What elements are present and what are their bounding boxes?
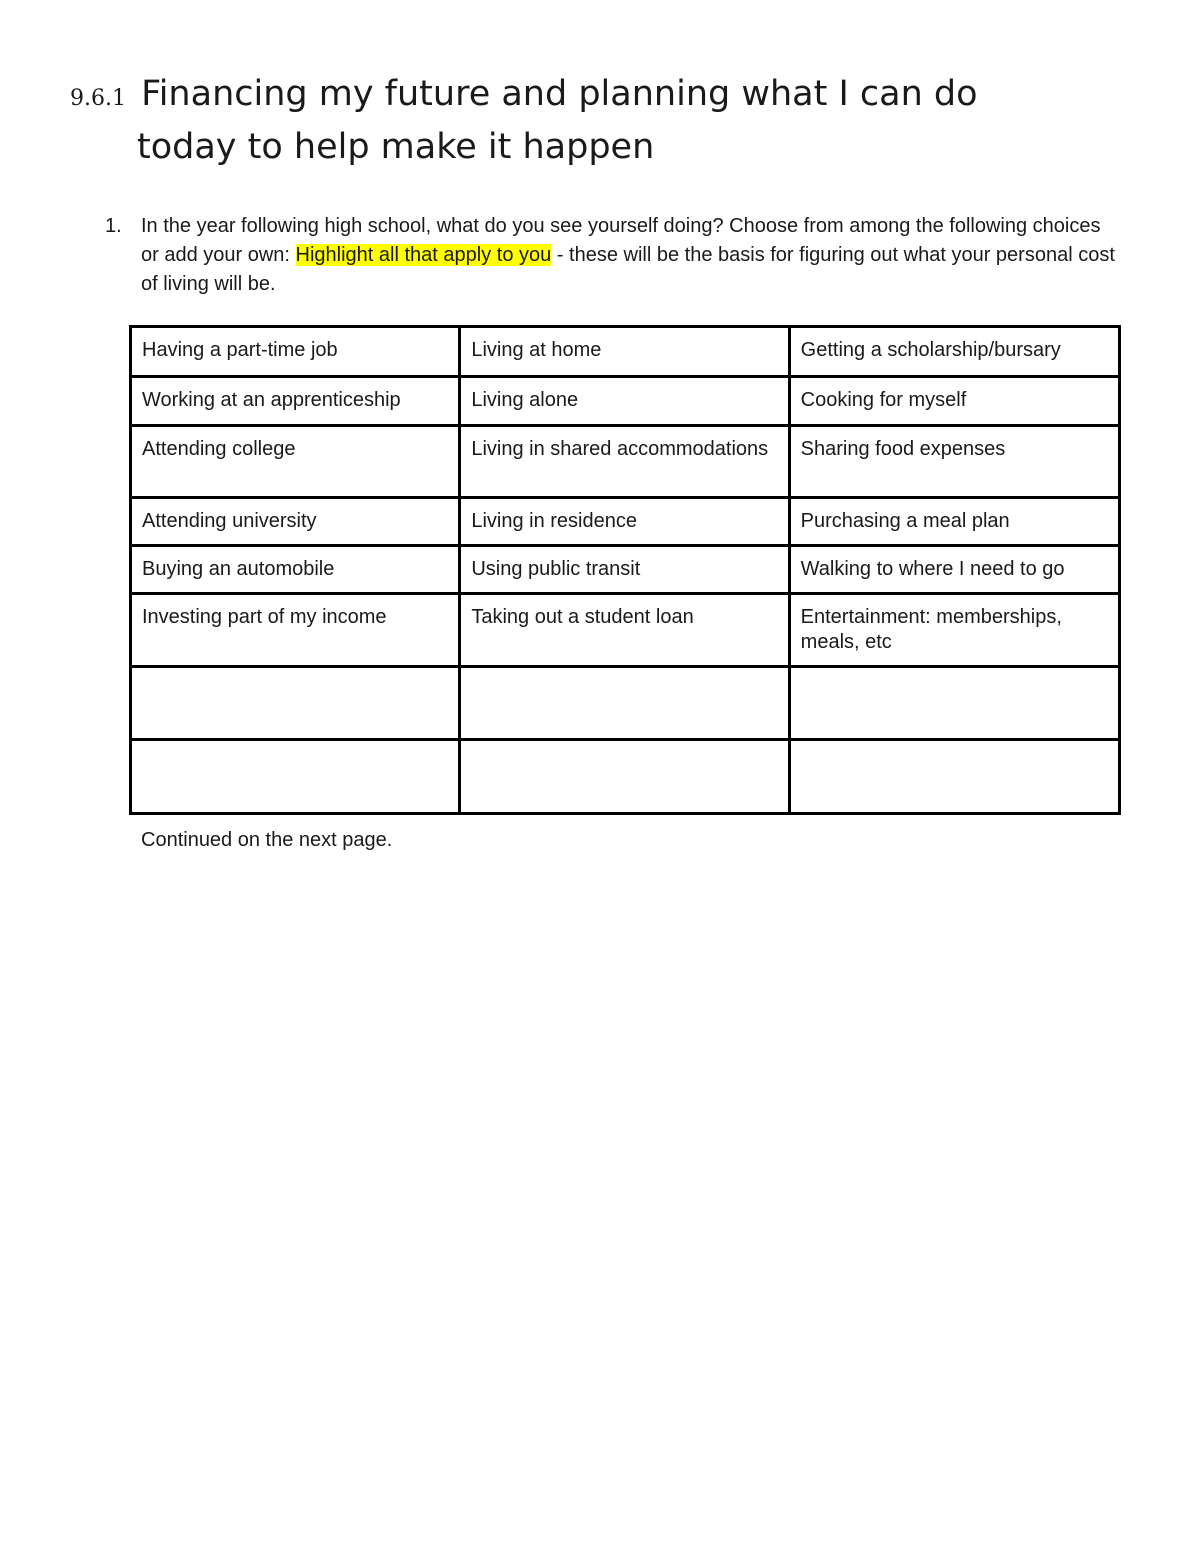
title-line-1: Financing my future and planning what I can do bbox=[141, 74, 978, 114]
table-cell[interactable]: Living in shared accommodations bbox=[460, 426, 789, 498]
table-cell[interactable]: Living at home bbox=[460, 327, 789, 377]
question-1 bbox=[105, 212, 1115, 299]
table-row-empty bbox=[131, 740, 1120, 814]
table-row bbox=[131, 327, 1120, 377]
table-cell[interactable]: Walking to where I need to go bbox=[789, 546, 1119, 594]
table-row bbox=[131, 594, 1120, 667]
table-cell[interactable]: Entertainment: memberships, meals, etc bbox=[789, 594, 1119, 667]
question-number: 1. bbox=[105, 215, 122, 237]
table-row bbox=[131, 426, 1120, 498]
table-cell[interactable]: Living in residence bbox=[460, 498, 789, 546]
question-text bbox=[141, 212, 1115, 299]
continued-note: Continued on the next page. bbox=[141, 829, 393, 851]
table-cell-empty[interactable] bbox=[460, 667, 789, 740]
highlighted-instruction: Highlight all that apply to you bbox=[295, 244, 552, 266]
question-text-start: In the year following high school, what do you see yourself doing? Choose from among the following choices or add your own: bbox=[141, 215, 1101, 266]
table-cell[interactable]: Getting a scholarship/bursary bbox=[789, 327, 1119, 377]
title-line-2: today to help make it happen bbox=[137, 127, 655, 167]
section-number: 9.6.1 bbox=[70, 86, 126, 111]
table-row bbox=[131, 546, 1120, 594]
table-cell-empty[interactable] bbox=[131, 740, 460, 814]
table-cell[interactable]: Taking out a student loan bbox=[460, 594, 789, 667]
table-cell[interactable]: Buying an automobile bbox=[131, 546, 460, 594]
question-text-end: - these will be the basis for figuring out what your personal cost of living will be. bbox=[141, 244, 1115, 295]
table-cell[interactable]: Cooking for myself bbox=[789, 377, 1119, 426]
table-cell[interactable]: Attending college bbox=[131, 426, 460, 498]
table-cell[interactable]: Having a part-time job bbox=[131, 327, 460, 377]
table-cell-empty[interactable] bbox=[460, 740, 789, 814]
table-cell-empty[interactable] bbox=[789, 740, 1119, 814]
table-cell[interactable]: Sharing food expenses bbox=[789, 426, 1119, 498]
table-cell-empty[interactable] bbox=[131, 667, 460, 740]
table-row bbox=[131, 377, 1120, 426]
table-row bbox=[131, 498, 1120, 546]
table-cell-empty[interactable] bbox=[789, 667, 1119, 740]
choices-table bbox=[129, 325, 1121, 815]
table-cell[interactable]: Attending university bbox=[131, 498, 460, 546]
page-title bbox=[70, 70, 1030, 171]
table-row-empty bbox=[131, 667, 1120, 740]
table-cell[interactable]: Working at an apprenticeship bbox=[131, 377, 460, 426]
table-cell[interactable]: Purchasing a meal plan bbox=[789, 498, 1119, 546]
table-cell[interactable]: Living alone bbox=[460, 377, 789, 426]
table-cell[interactable]: Using public transit bbox=[460, 546, 789, 594]
table-cell[interactable]: Investing part of my income bbox=[131, 594, 460, 667]
